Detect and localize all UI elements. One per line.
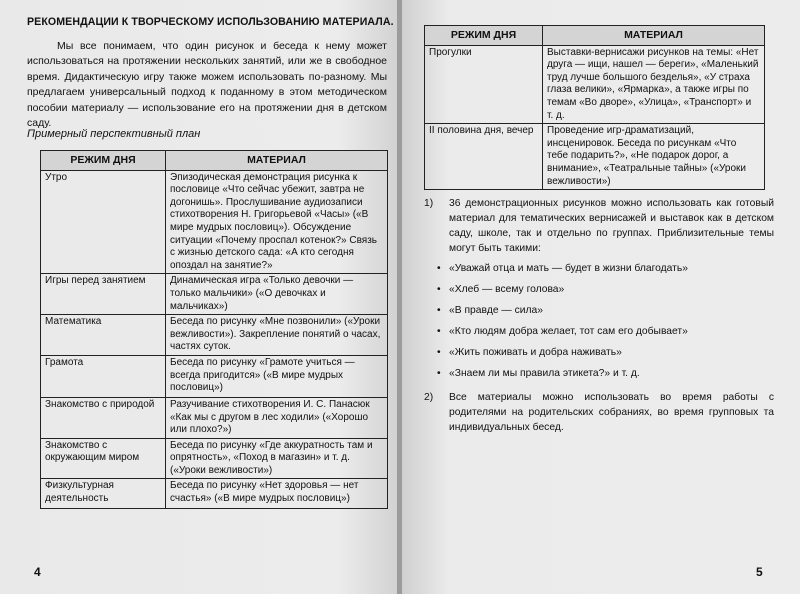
intro-paragraph: [27, 39, 387, 131]
page-number-right: 5: [756, 565, 763, 579]
bullet-icon: •: [437, 326, 441, 337]
list-item: [424, 345, 774, 360]
material-cell: Выставки-вернисажи рисунков на темы: «Нет друга — ищи, нашел — береги», «Маленький труд лучше большого безделья», «У страха глаза велики», «Ярмарка», а также игры по темам «Во дворе», «Улица», «Транспорт» и т. д.: [543, 45, 765, 124]
material-cell: Эпизодическая демонстрация рисунка к пословице «Что сейчас убежит, завтра не догонишь». Прослушивание аудиозаписи стихотворения Н. Григорьевой «Часы» («В мире мудрых пословиц»). Обсуждение ситуации «Почему проспал котенок?» Связь с жизнью детского сада: «А кто сегодня опоздал на занятие?»: [166, 170, 388, 274]
list-item: [424, 366, 774, 381]
note-text: Все материалы можно использовать во время работы с родителями на родительских собраниях, во время групповых та индивидуальных бесед.: [449, 392, 774, 433]
table-header-row: [425, 26, 765, 46]
list-item-text: «Жить поживать и добра наживать»: [449, 347, 622, 358]
bullet-icon: •: [437, 284, 441, 295]
mode-cell: Знакомство с природой: [41, 397, 166, 438]
table-row: [41, 170, 388, 274]
theme-list: [424, 261, 774, 381]
note-2: [424, 390, 774, 435]
notes-section: [424, 196, 774, 435]
mode-cell: Физкультурная деятельность: [41, 479, 166, 509]
intro-text: Мы все понимаем, что один рисунок и беседа к нему может использоваться на протяжении нескольких занятий, или же в свободное время. Дидактическую игру также можем использовать по-разному. Мы предлагаем универсальный подход к поданному в этом методическом пособии материалу — использование его на протяжении дня в детском саду.: [27, 40, 387, 130]
material-cell: Разучивание стихотворения И. С. Панасюк «Как мы с другом в лес ходили» («Хорошо или плохо?»): [166, 397, 388, 438]
section-title: РЕКОМЕНДАЦИИ К ТВОРЧЕСКОМУ ИСПОЛЬЗОВАНИЮ МАТЕРИАЛА.: [27, 16, 394, 28]
list-item: [424, 324, 774, 339]
table-row: [41, 438, 388, 479]
header-material: МАТЕРИАЛ: [543, 26, 765, 46]
table-row: [41, 355, 388, 397]
table-row: [41, 274, 388, 315]
mode-cell: Грамота: [41, 355, 166, 397]
list-item-text: «В правде — сила»: [449, 305, 543, 316]
table-row: [41, 315, 388, 356]
mode-cell: Математика: [41, 315, 166, 356]
list-item: [424, 282, 774, 297]
list-item-text: «Хлеб — всему голова»: [449, 284, 565, 295]
list-item-text: «Кто людям добра желает, тот сам его добывает»: [449, 326, 688, 337]
mode-cell: Игры перед занятием: [41, 274, 166, 315]
header-mode: РЕЖИМ ДНЯ: [41, 151, 166, 171]
mode-cell: Знакомство с окружающим миром: [41, 438, 166, 479]
bullet-icon: •: [437, 263, 441, 274]
table-row: [41, 479, 388, 509]
note-number: 2): [424, 392, 434, 403]
header-material: МАТЕРИАЛ: [166, 151, 388, 171]
list-item: [424, 261, 774, 276]
page-number-left: 4: [34, 565, 41, 579]
note-text: 36 демонстрационных рисунков можно использовать как готовый материал для тематических вернисажей и выставок как в детском саду, школе, так и отдельно по группах. Приблизительные темы могут быть такими:: [449, 198, 774, 254]
bullet-icon: •: [437, 368, 441, 379]
right-page: [402, 0, 800, 594]
material-cell: Динамическая игра «Только девочки — только мальчики» («О девочках и мальчиках»): [166, 274, 388, 315]
header-mode: РЕЖИМ ДНЯ: [425, 26, 543, 46]
mode-cell: Утро: [41, 170, 166, 274]
material-cell: Проведение игр-драматизаций, инсценировок. Беседа по рисункам «Что тебе подарить?», «Не подарок дорог, а внимание», «Театральные тайны» («Уроки вежливости»): [543, 124, 765, 190]
plan-subtitle: Примерный перспективный план: [27, 128, 201, 140]
note-1: [424, 196, 774, 256]
left-page: [0, 0, 398, 594]
plan-table-right: [424, 25, 765, 190]
mode-cell: II половина дня, вечер: [425, 124, 543, 190]
list-item: [424, 303, 774, 318]
table-row: [425, 45, 765, 124]
bullet-icon: •: [437, 347, 441, 358]
table-header-row: [41, 151, 388, 171]
material-cell: Беседа по рисунку «Где аккуратность там и опрятность», «Поход в магазин» и т. д. («Уроки вежливости»): [166, 438, 388, 479]
table-row: [41, 397, 388, 438]
note-number: 1): [424, 198, 434, 209]
list-item-text: «Уважай отца и мать — будет в жизни благодать»: [449, 263, 688, 274]
table-row: [425, 124, 765, 190]
list-item-text: «Знаем ли мы правила этикета?» и т. д.: [449, 368, 640, 379]
material-cell: Беседа по рисунку «Мне позвонили» («Уроки вежливости»). Закрепление понятий о часах, частях суток.: [166, 315, 388, 356]
plan-table-left: [40, 150, 388, 509]
material-cell: Беседа по рисунку «Грамоте учиться — всегда пригодится» («В мире мудрых пословиц»): [166, 355, 388, 397]
mode-cell: Прогулки: [425, 45, 543, 124]
bullet-icon: •: [437, 305, 441, 316]
material-cell: Беседа по рисунку «Нет здоровья — нет счастья» («В мире мудрых пословиц»): [166, 479, 388, 509]
